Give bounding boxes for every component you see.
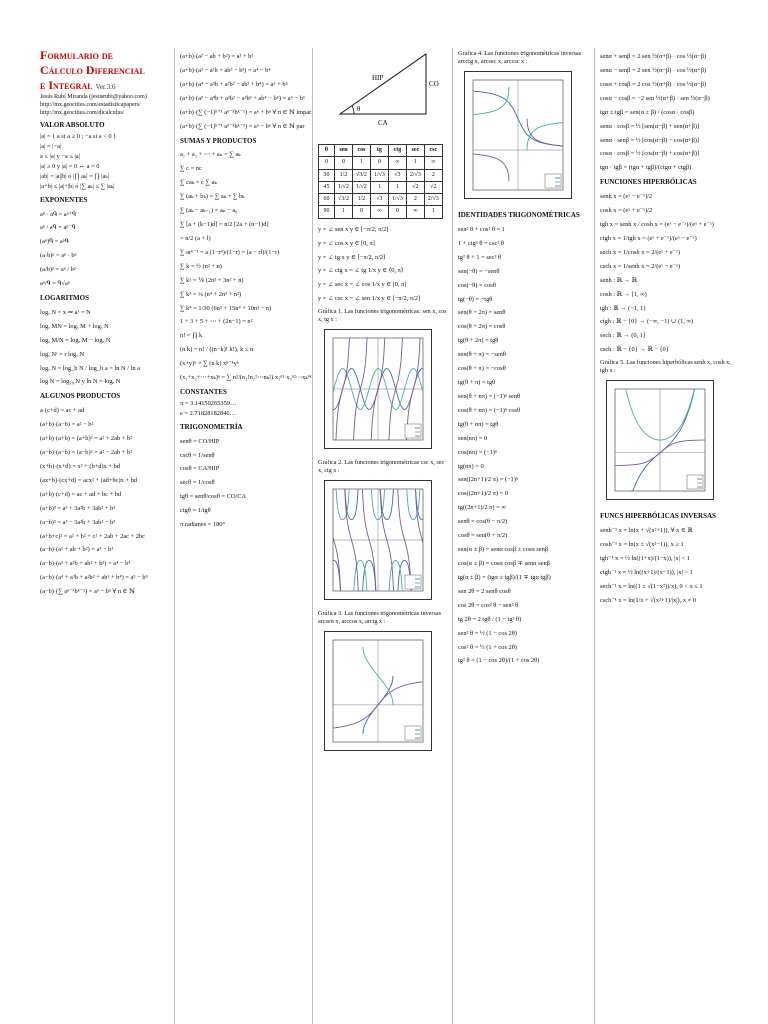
table-cell: ∞ [388, 157, 406, 169]
formula: cosθ = sen(θ + π/2) [458, 532, 508, 540]
formula: a·(c+d) = ac + ad [40, 407, 85, 415]
formula: logₐ N = x ⇒ aˣ = N [40, 308, 91, 316]
table-cell: 0 [388, 206, 406, 218]
formula: = n/2 (a + l) [180, 234, 211, 242]
formula: ctgh⁻¹ x = ½ ln((x+1)/(x−1)), |x| > 1 [600, 568, 693, 576]
formula: n! = ∏ k [180, 332, 203, 340]
table-cell: 30 [319, 169, 335, 181]
formula: sen² θ = ½ (1 − cos 2θ) [458, 629, 517, 637]
formula: ∑ k = ½ (n² + n) [180, 262, 222, 270]
formula: (a−b)·(a³ + a²b + ab² + b³) = a⁴ − b⁴ [40, 560, 131, 568]
formula: sen(α ± β) = senα cosβ ± cosα senβ [458, 546, 549, 554]
section-heading-constantes: CONSTANTES [180, 388, 227, 397]
formula: senh⁻¹ x = ln(x + √(x²+1)), ∀ x ∈ ℝ [600, 527, 693, 535]
graph-caption: Gráfica 1. Las funciones trigonométricas: sen x, cos x, tg x : [318, 308, 447, 324]
formula: |a+b| ≤ |a|+|b| ó |∑ aₖ| ≤ ∑ |aₖ| [40, 182, 115, 190]
table-cell: √2 [406, 181, 424, 193]
formula: π = 3.14159265359… [180, 399, 237, 407]
formula: (ax+b)·(cx+d) = acx² + (ad+bc)x + bd [40, 476, 137, 484]
column-2 [180, 48, 312, 1024]
formula: cos(θ + 2π) = cosθ [458, 323, 506, 331]
formula-list [600, 52, 732, 173]
formula-list [40, 308, 168, 388]
table-header-cell: sen [335, 144, 353, 156]
graph-trig-2 [324, 480, 432, 600]
formula: tg(nπ) = 0 [458, 462, 484, 470]
section-heading-trigonometria: TRIGONOMETRÍA [180, 422, 243, 431]
formula: tgα ± tgβ = sen(α ± β) / (cosα · cosβ) [600, 108, 695, 116]
formula-list [600, 526, 732, 606]
table-cell: √3 [388, 169, 406, 181]
formula: cos 2θ = cos² θ − sen² θ [458, 601, 519, 609]
table-cell: 45 [319, 181, 335, 193]
formula: cos² θ = ½ (1 + cos 2θ) [458, 643, 517, 651]
formula: (a·b)ᵖ = aᵖ · bᵖ [40, 252, 77, 260]
table-header-cell: ctg [388, 144, 406, 156]
formula: senθ = CO/HIP [180, 437, 220, 445]
table-cell: 1 [406, 157, 424, 169]
formula: sech⁻¹ x = ln((1 ± √(1−x²))/x), 0 < x ≤ 1 [600, 582, 703, 590]
formula: tg² θ = (1 − cos 2θ)/(1 + cos 2θ) [458, 657, 540, 665]
table-cell: 0 [335, 157, 353, 169]
section-heading-productos: ALGUNOS PRODUCTOS [40, 392, 121, 401]
formula: ctgh x = 1/tgh x = (eˣ + e⁻ˣ)/(eˣ − e⁻ˣ) [600, 234, 697, 242]
formula: tgα · tgβ = (tgα + tgβ)/(ctgα + ctgβ) [600, 164, 692, 172]
formula: ∑ k⁴ = 1/30 (6n⁵ + 15n⁴ + 10n³ − n) [180, 304, 272, 312]
formula: tg(−θ) = −tgθ [458, 295, 493, 303]
table-row [319, 169, 443, 181]
formula: tgh x = senh x / cosh x = (eˣ − e⁻ˣ)/(eˣ + e⁻ˣ) [600, 220, 714, 228]
formula: |a| = { a si a ≥ 0 ; −a si a < 0 } [40, 133, 117, 141]
formula: (a+b)³ = a³ + 3a²b + 3ab² + b³ [40, 504, 116, 512]
formula: sen(θ + nπ) = (−1)ⁿ senθ [458, 392, 521, 400]
graph-caption: Gráfica 4. Las funciones trigonométricas inversas arcctg x, arcsec x, arccsc x : [458, 50, 582, 66]
formula: cos(nπ) = (−1)ⁿ [458, 448, 498, 456]
section-heading-hiperbolicas: FUNCIONES HIPERBÓLICAS [600, 178, 697, 187]
table-cell: 1/√2 [352, 181, 370, 193]
formula: 1 + ctg² θ = csc² θ [458, 239, 504, 247]
formula: y = ∠ csc x = ∠ sen 1/x y ∈ [−π/2, π/2] [318, 295, 421, 303]
formula: sech x = 1/cosh x = 2/(eˣ + e⁻ˣ) [600, 248, 680, 256]
formula: tgθ = senθ/cosθ = CO/CA [180, 493, 247, 501]
formula: ∑ (aₖ − aₖ₋₁) = aₙ − a₀ [180, 207, 238, 215]
formula: csch x = 1/senh x = 2/(eˣ − e⁻ˣ) [600, 262, 680, 270]
formula: tg(θ + π) = tgθ [458, 379, 496, 387]
formula: y = ∠ sec x = ∠ cos 1/x y ∈ [0, π] [318, 281, 407, 289]
formula: logₐ M/N = logₐ M − logₐ N [40, 336, 111, 344]
formula: a₁ + a₂ + ⋯ + aₙ = ∑ aₖ [180, 151, 241, 159]
formula: (n k) = n! / ((n−k)! k!), k ≤ n [180, 346, 254, 354]
trig-values-table [318, 144, 443, 219]
formula: (a−b)·(∑ aⁿ⁻ᵏbᵏ⁻¹) = aⁿ − bⁿ ∀ n ∈ ℕ [40, 588, 135, 596]
table-header-cell: sec [406, 144, 424, 156]
formula: (a+b)·(∑ (−1)ᵏ⁺¹ aⁿ⁻ᵏbᵏ⁻¹) = aⁿ + bⁿ ∀ n ∈ ℕ impar [180, 108, 312, 116]
graph-trig-3 [324, 631, 432, 751]
formula: y = ∠ tg x y ∈ ⟨−π/2, π/2⟩ [318, 253, 386, 261]
title-line: Formulario de [40, 48, 113, 62]
formula: ∑ k³ = ¼ (n⁴ + 2n³ + n²) [180, 290, 242, 298]
formula: (x+b)·(x+d) = x² + (b+d)x + bd [40, 462, 120, 470]
graph-hyperbolic [606, 380, 714, 500]
table-cell: 1/2 [335, 169, 353, 181]
graph-trig-1 [324, 329, 432, 449]
formula: cos(α ± β) = cosα cosβ ∓ senα senβ [458, 560, 550, 568]
version-label: Ver.3.6 [95, 83, 116, 91]
formula: (aᵖ)ᑫ = aᵖᑫ [40, 238, 69, 246]
table-cell: ∞ [370, 206, 388, 218]
formula: tgh⁻¹ x = ½ ln((1+x)/(1−x)), |x| < 1 [600, 554, 690, 562]
formula: (a/b)ᵖ = aᵖ / bᵖ [40, 266, 76, 274]
table-row [319, 181, 443, 193]
plot-legend [545, 174, 561, 188]
table-cell: 0 [319, 157, 335, 169]
table-cell: √3/2 [352, 169, 370, 181]
formula: (a−b)·(a² + ab + b²) = a³ − b³ [40, 546, 114, 554]
section-heading-logaritmos: LOGARITMOS [40, 294, 90, 303]
table-header-cell: θ [319, 144, 335, 156]
section-heading-hiperbolicas-inversas: FUNCS HIPERBÓLICAS INVERSAS [600, 512, 716, 521]
formula-list [180, 399, 306, 419]
title-line: Cálculo Diferencial [40, 63, 145, 77]
formula: (a+b)·(c+d) = ac + ad + bc + bd [40, 490, 122, 498]
formula: aᵖ/ᑫ = ᑫ√aᵖ [40, 280, 70, 288]
formula: cosα + cosβ = 2 cos ½(α+β) · cos ½(α−β) [600, 80, 707, 88]
table-cell: 0 [370, 157, 388, 169]
formula-list [458, 225, 588, 667]
plot-legend [405, 424, 421, 438]
formula: |a| ≥ 0 y |a| = 0 ⇔ a = 0 [40, 162, 100, 170]
formula: senα − senβ = 2 sen ½(α−β) · cos ½(α+β) [600, 66, 707, 74]
table-cell: 60 [319, 194, 335, 206]
table-cell: 90 [319, 206, 335, 218]
plot-legend [405, 575, 421, 589]
formula: cosα − cosβ = −2 sen ½(α+β) · sen ½(α−β) [600, 94, 710, 102]
formula-list [40, 132, 168, 192]
author-line: Jesús Rubí Miranda (jesusrubi@yahoo.com) [40, 94, 147, 100]
formula-list [180, 437, 306, 517]
formula: ∑ [a + (k−1)d] = n/2 [2a + (n−1)d] [180, 220, 269, 228]
table-cell: 1 [335, 206, 353, 218]
column-divider [452, 48, 453, 1024]
formula-list [600, 192, 732, 355]
formula: cos(θ + π) = −cosθ [458, 365, 506, 373]
formula: (a−b)·(a⁴ + a³b + a²b² + ab³ + b⁴) = a⁵ − b⁵ [40, 574, 148, 582]
formula: secθ = 1/cosθ [180, 479, 215, 487]
formula-list [180, 52, 312, 132]
section-heading-sumas: SUMAS Y PRODUCTOS [180, 136, 257, 145]
formula: senθ = cos(θ − π/2) [458, 518, 508, 526]
author-block [40, 93, 168, 117]
formula: cosθ = CA/HIP [180, 465, 220, 473]
formula: sen((2n+1)/2 π) = (−1)ⁿ [458, 476, 518, 484]
formula: (a+b)·(a³ − a²b + ab² − b³) = a⁴ − b⁴ [180, 66, 271, 74]
formula: csch : ℝ − {0} → ℝ − {0} [600, 346, 669, 354]
table-cell: 1 [424, 206, 442, 218]
co-label: CO [429, 80, 439, 88]
formula-list [318, 225, 448, 305]
table-cell: 1 [352, 157, 370, 169]
formula: csch⁻¹ x = ln(1/x + √(x²+1)/|x|), x ≠ 0 [600, 596, 696, 604]
table-cell: √3/2 [335, 194, 353, 206]
formula: sen 2θ = 2 senθ cosθ [458, 587, 511, 595]
formula: log N = log₁₀ N y ln N = logₑ N [40, 378, 121, 386]
formula: tg(θ + 2π) = tgθ [458, 337, 499, 345]
table-cell: √3 [370, 194, 388, 206]
triangle-shape [340, 54, 426, 114]
table-cell: 1/2 [352, 194, 370, 206]
formula: tg(θ + nπ) = tgθ [458, 420, 499, 428]
formula: (a−b)·(a−b) = (a−b)² = a² − 2ab + b² [40, 449, 133, 457]
graph-trig-4 [464, 71, 572, 199]
table-cell: 1/√3 [388, 194, 406, 206]
formula: (a+b)·(a² − ab + b²) = a³ + b³ [180, 53, 254, 60]
table-cell: √2 [424, 181, 442, 193]
graph-caption: Gráfica 3. Las funciones trigonométricas inversas arcsen x, arccos x, arctg x : [318, 610, 442, 626]
formula: cosh : ℝ → [1, ∞) [600, 290, 647, 298]
formula: (a+b)·(a⁴ − a³b + a²b² − ab³ + b⁴) = a⁵ + b⁵ [180, 80, 288, 88]
table-cell: ∞ [424, 157, 442, 169]
formula: cscθ = 1/senθ [180, 451, 215, 459]
formula: aᵖ / aᑫ = aᵖ⁻ᑫ [40, 224, 76, 232]
column-4 [458, 48, 588, 1024]
table-cell: 2/√3 [406, 169, 424, 181]
formula: ctgθ = 1/tgθ [180, 507, 211, 515]
table-row [319, 157, 443, 169]
column-divider [174, 48, 175, 1024]
formula: e = 2.71828182846… [180, 409, 236, 417]
table-cell: 1/√3 [370, 169, 388, 181]
formula: (a−b)³ = a³ − 3a²b + 3ab² − b³ [40, 518, 116, 526]
right-triangle-diagram [326, 48, 439, 130]
formula: ∑ k² = ⅙ (2n³ + 3n² + n) [180, 276, 244, 284]
column-5 [600, 48, 732, 1024]
formula: cosh x = (eˣ + e⁻ˣ)/2 [600, 207, 653, 215]
formula: π radianes = 180° [180, 521, 226, 529]
formula-list [180, 150, 312, 383]
formula: y = ∠ ctg x = ∠ tg 1/x y ∈ ⟨0, π⟩ [318, 267, 404, 275]
theta-label: θ [357, 105, 361, 113]
formula: 1 + 3 + 5 + ⋯ + (2n−1) = n² [180, 318, 253, 326]
formula: cos(−θ) = cosθ [458, 281, 496, 289]
formula: ∑ arᵏ⁻¹ = a (1−rⁿ)/(1−r) = (a − rl)/(1−r) [180, 248, 280, 256]
formula: y = ∠ sen x y ∈ [−π/2, π/2] [318, 225, 389, 233]
table-header-cell: tg [370, 144, 388, 156]
table-cell: 0 [352, 206, 370, 218]
formula: a ≤ |a| y −a ≤ |a| [40, 152, 80, 160]
formula: (x+y)ⁿ = ∑ (n k) xⁿ⁻ᵏyᵏ [180, 360, 239, 368]
formula: |ab| = |a||b| ó |∏ aₖ| = ∏ |aₖ| [40, 172, 109, 180]
formula: sen(−θ) = −senθ [458, 267, 500, 275]
formula: sen² θ + cos² θ = 1 [458, 225, 505, 233]
formula: senα · senβ = ½ [cos(α−β) − cos(α+β)] [600, 136, 700, 144]
table-cell: 2 [406, 194, 424, 206]
formula: logₐ Nʳ = r logₐ N [40, 350, 85, 358]
formula: sen(θ + π) = −senθ [458, 351, 506, 359]
table-cell: ∞ [406, 206, 424, 218]
formula: ∑ c = nc [180, 165, 202, 173]
table-cell: 2/√3 [424, 194, 442, 206]
title-line: e Integral [40, 78, 93, 92]
formula: logₐ MN = logₐ M + logₐ N [40, 322, 109, 330]
formula: cos((2n+1)/2 π) = 0 [458, 490, 509, 498]
formula: |a| = |−a| [40, 143, 62, 151]
formula: aᵖ · aᑫ = aᵖ⁺ᑫ [40, 210, 77, 218]
table-header-cell: csc [424, 144, 442, 156]
plot-legend [405, 726, 421, 740]
formula: senα + senβ = 2 sen ½(α+β) · cos ½(α−β) [600, 53, 707, 60]
formula: (a+b)·(a−b) = a² − b² [40, 421, 94, 429]
table-cell: 1 [370, 181, 388, 193]
sheet-title [40, 48, 168, 93]
table-cell: 1 [388, 181, 406, 193]
formula: senh x = (eˣ − e⁻ˣ)/2 [600, 193, 653, 201]
hip-label: HIP [372, 74, 384, 82]
formula: cosh⁻¹ x = ln(x ± √(x²−1)), x ≥ 1 [600, 541, 684, 549]
author-url[interactable]: http://mx.geocities.com/estadisticapapers/ [40, 102, 141, 109]
formula: sen(θ + 2π) = senθ [458, 309, 506, 317]
formula: (a+b)·(∑ (−1)ᵏ⁺¹ aⁿ⁻ᵏbᵏ⁻¹) = aⁿ − bⁿ ∀ n ∈ ℕ par [180, 122, 305, 130]
table-row [319, 194, 443, 206]
formula-list [40, 210, 168, 290]
formula: ∑ (aₖ + bₖ) = ∑ aₖ + ∑ bₖ [180, 193, 245, 201]
angle-arc [352, 106, 354, 114]
formula: y = ∠ cos x y ∈ [0, π] [318, 239, 375, 247]
author-url[interactable]: http://mx.geocities.com/dicalculus/ [40, 110, 125, 117]
formula: tg² θ + 1 = sec² θ [458, 253, 502, 261]
formula: (a+b+c)² = a² + b² + c² + 2ab + 2ac + 2bc [40, 532, 145, 540]
table-header-row [319, 144, 443, 156]
section-heading-exponentes: EXPONENTES [40, 195, 88, 204]
formula: sech : ℝ → (0, 1] [600, 332, 646, 340]
section-heading-valor-absoluto: VALOR ABSOLUTO [40, 121, 105, 130]
formula-list [40, 406, 168, 597]
formula: senh : ℝ → ℝ [600, 276, 637, 284]
formula: (a+b)·(a+b) = (a+b)² = a² + 2ab + b² [40, 435, 133, 443]
formula: ctgh : ℝ − {0} → (−∞, −1) ∪ (1, ∞) [600, 318, 694, 326]
formula: (a+b)·(a⁵ − a⁴b + a³b² − a²b³ + ab⁴ − b⁵) = a⁶ − b⁶ [180, 94, 306, 102]
formula: (x₁+x₂+⋯+xₖ)ⁿ = ∑ n!/(n₁!n₂!⋯nₖ!) x₁ⁿ¹·x₂ⁿ²⋯xₖⁿᵏ [180, 374, 312, 382]
table-cell: 1/√2 [335, 181, 353, 193]
column-3 [318, 48, 448, 1024]
formula: tg 2θ = 2 tgθ / (1 − tg² θ) [458, 615, 522, 623]
column-1 [40, 48, 168, 1024]
table-header-cell: cos [352, 144, 370, 156]
formula: sen(nπ) = 0 [458, 434, 488, 442]
formula: senα · cosβ = ½ [sen(α−β) + sen(α+β)] [600, 122, 700, 130]
ca-label: CA [378, 119, 388, 127]
formula: cos(θ + nπ) = (−1)ⁿ cosθ [458, 406, 521, 414]
formula: tg((2n+1)/2 π) = ∞ [458, 504, 506, 512]
graph-caption: Gráfica 2. Las funciones trigonométricas csc x, sec x, ctg x : [318, 459, 445, 475]
formula: tg(α ± β) = (tgα ± tgβ)/(1 ∓ tgα tgβ) [458, 573, 551, 581]
plot-legend [687, 475, 703, 489]
section-heading-identidades: IDENTIDADES TRIGONOMÉTRICAS [458, 211, 580, 220]
table-row [319, 206, 443, 218]
formula: logₐ N = log_b N / log_b a = ln N / ln a [40, 364, 141, 372]
formula: ∑ caₖ = c ∑ aₖ [180, 179, 217, 187]
graph-caption: Gráfica 5. Las funciones hiperbólicas senh x, cosh x, tgh x : [600, 359, 731, 375]
column-divider [594, 48, 595, 1024]
column-divider [312, 48, 313, 1024]
formula: cosα · cosβ = ½ [cos(α−β) + cos(α+β)] [600, 150, 700, 158]
table-cell: 2 [424, 169, 442, 181]
formula: tgh : ℝ → (−1, 1) [600, 304, 646, 312]
